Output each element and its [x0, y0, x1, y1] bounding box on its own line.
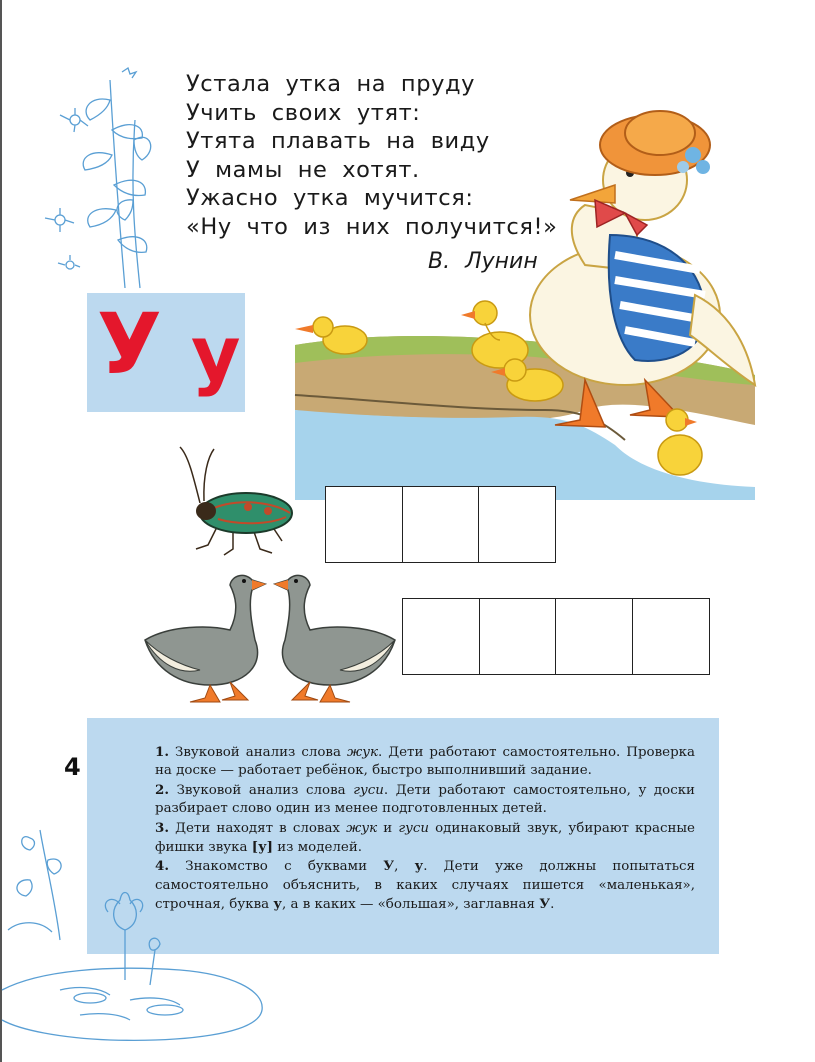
- sound-cell[interactable]: [478, 486, 556, 563]
- poem-line: Утята плавать на виду: [186, 128, 490, 154]
- poem-author: В. Лунин: [428, 249, 538, 274]
- sound-cell[interactable]: [402, 598, 480, 675]
- instruction-item: 3. Дети находят в словах жук и гуси одинаковый звук, убирают красные фишки звука [у] из моделей.: [155, 819, 695, 856]
- letter-card: [87, 293, 245, 412]
- poem-line: Устала утка на пруду: [186, 71, 476, 97]
- geese-illustration: [140, 570, 400, 710]
- word-model-3-cells: [325, 486, 555, 563]
- poem-line: У мамы не хотят.: [186, 156, 420, 183]
- plant-ornament-bottom-icon: [0, 820, 270, 1050]
- poem-line: Учить своих утят:: [186, 99, 421, 126]
- instruction-item: 1. Звуковой анализ слова жук. Дети работают самостоятельно. Проверка на доске — работает ребёнок, быстро выполнивший задание.: [155, 744, 695, 779]
- sound-cell[interactable]: [632, 598, 710, 675]
- sound-cell[interactable]: [402, 486, 480, 563]
- sound-cell[interactable]: [325, 486, 403, 563]
- beetle-illustration: [178, 445, 298, 557]
- poem-line: Ужасно утка мучится:: [186, 185, 474, 211]
- poem-line: «Ну что из них получится!»: [186, 213, 558, 240]
- plant-ornament-top-icon: [30, 60, 160, 290]
- page-number: 4: [64, 753, 81, 781]
- uppercase-letter: У: [97, 295, 162, 393]
- instruction-item: 4. Знакомство с буквами У, у. Дети уже должны попытаться самостоятельно объяснить, в каких случаях пишется «маленькая», строчная, буква у, а в каких — «большая», заглавная У.: [155, 858, 695, 913]
- sound-cell[interactable]: [555, 598, 633, 675]
- sound-cell[interactable]: [479, 598, 557, 675]
- duck-family-illustration: [285, 95, 765, 500]
- instruction-item: 2. Звуковой анализ слова гуси. Дети работают самостоятельно, у доски разбирает слово один из менее подготовленных детей.: [155, 781, 695, 817]
- lowercase-letter: у: [191, 309, 241, 398]
- word-model-4-cells: [402, 598, 708, 675]
